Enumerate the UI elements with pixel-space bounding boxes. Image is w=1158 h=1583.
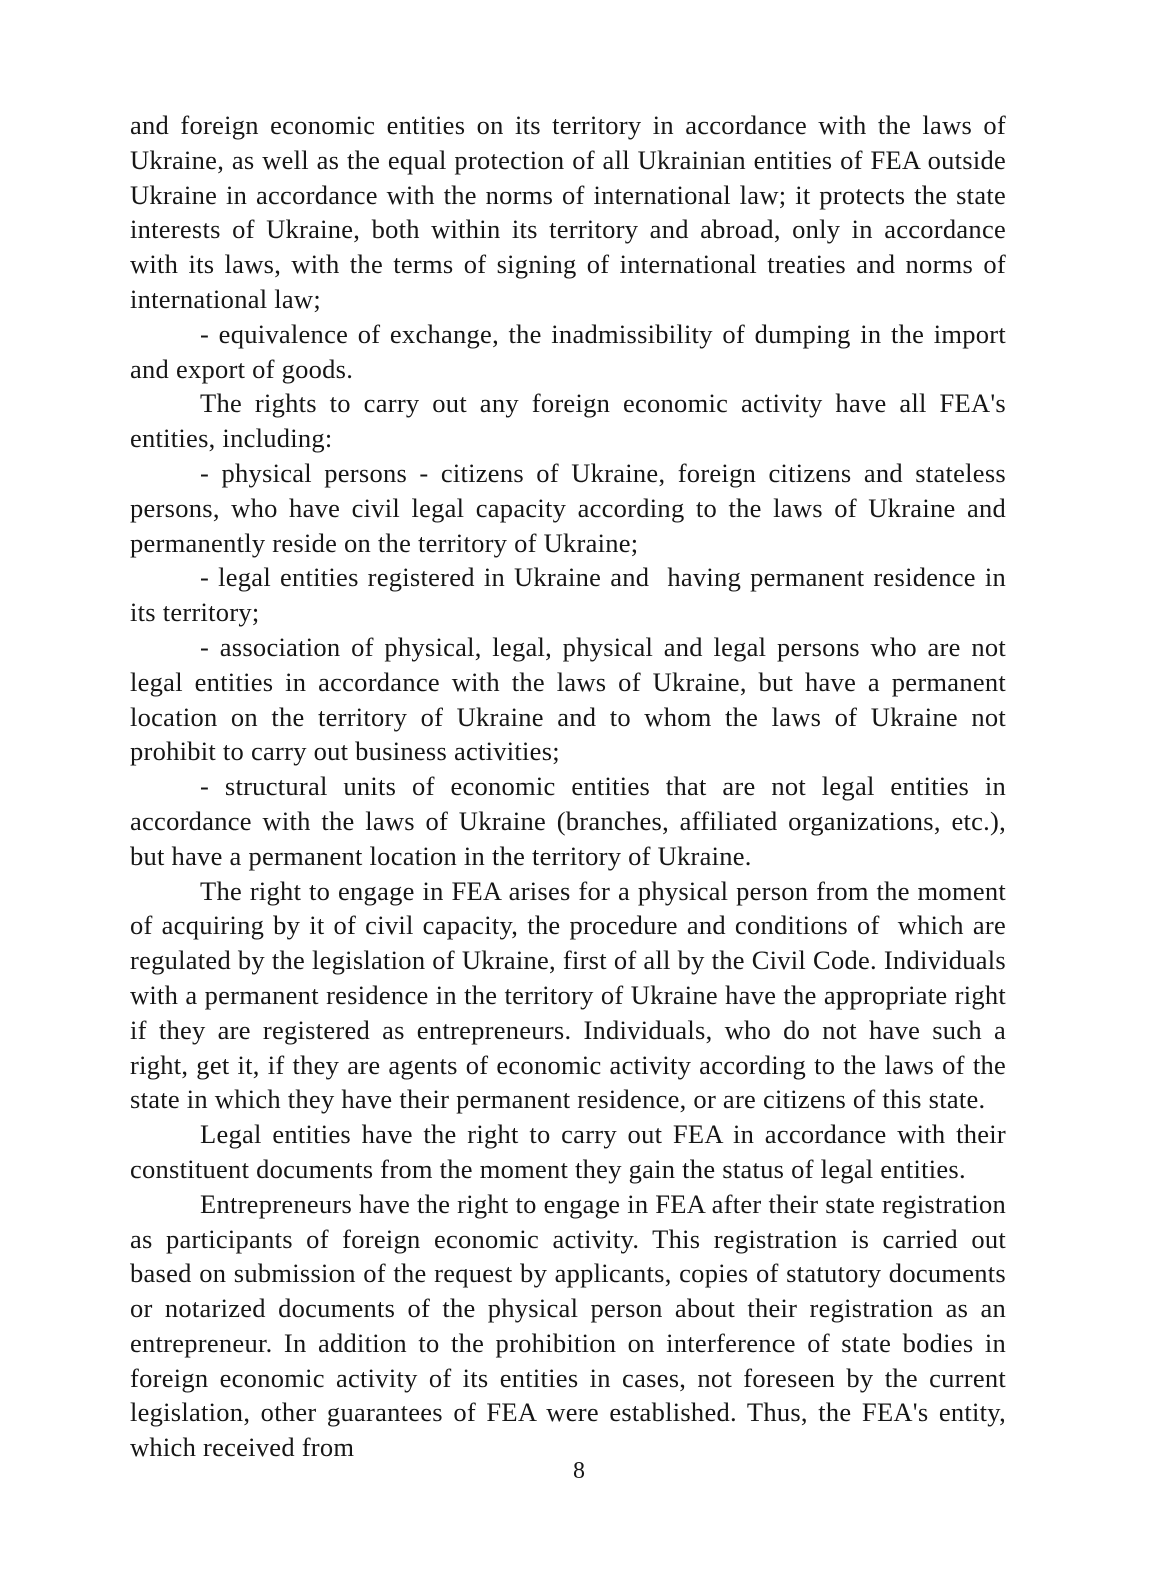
paragraph-8-right-to-engage-in-fea: The right to engage in FEA arises for a physical person from the moment of acquiring by it of civil capacity, the procedure and conditions of which are regulated by the legislation of Ukraine, first of all by the Civil Code. Individuals with a permanent residence in the territory of Ukraine have the appropriate right if they are registered as entrepreneurs. Individuals, who do not have such a right, get it, if they are agents of economic activity according to the laws of the state in which they have their permanent residence, or are citizens of this state. <box>130 875 1013 1115</box>
paragraph-6-association-of-persons: - association of physical, legal, physical and legal persons who are not legal entities in accordance with the laws of Ukraine, but have a permanent location on the territory of Ukraine and to whom the laws of Ukraine not prohibit to carry out business activities; <box>130 631 1013 767</box>
paragraph-7-structural-units: - structural units of economic entities that are not legal entities in accordance with the laws of Ukraine (branches, affiliated organizations, etc.), but have a permanent location in the territory of Ukraine. <box>130 771 1013 871</box>
paragraph-4-physical-persons: - physical persons - citizens of Ukraine, foreign citizens and stateless persons, who have civil legal capacity according to the laws of Ukraine and permanently reside on the territory of Ukraine; <box>130 457 1013 558</box>
paragraph-5-legal-entities-registered: - legal entities registered in Ukraine and having permanent residence in its territory; <box>130 562 1013 628</box>
paragraph-3-rights-to-carry-out: The rights to carry out any foreign economic activity have all FEA's entities, including: <box>130 388 1013 454</box>
page-number: 8 <box>573 1458 585 1484</box>
paragraph-2-equivalence-of-exchange: - equivalence of exchange, the inadmissibility of dumping in the import and export of goods. <box>130 318 1013 384</box>
paragraph-10-entrepreneurs: Entrepreneurs have the right to engage in FEA after their state registration as participants of foreign economic activity. This registration is carried out based on submission of the request by applicants, copies of statutory documents or notarized documents of the physical person about their registration as an entrepreneur. In addition to the prohibition on interference of state bodies in foreign economic activity of its entities in cases, not foreseen by the current legislation, other guarantees of FEA were established. Thus, the FEA's entity, which received from <box>130 1188 1013 1463</box>
document-text-column <box>130 108 1013 1465</box>
paragraph-1: and foreign economic entities on its territory in accordance with the laws of Ukraine, as well as the equal protection of all Ukrainian entities of FEA outside Ukraine in accordance with the norms of international law; it protects the state interests of Ukraine, both within its territory and abroad, only in accordance with its laws, with the terms of signing of international treaties and norms of international law; <box>130 110 1013 314</box>
paragraph-9-legal-entities-rights: Legal entities have the right to carry out FEA in accordance with their constituent documents from the moment they gain the status of legal entities. <box>130 1119 1013 1184</box>
